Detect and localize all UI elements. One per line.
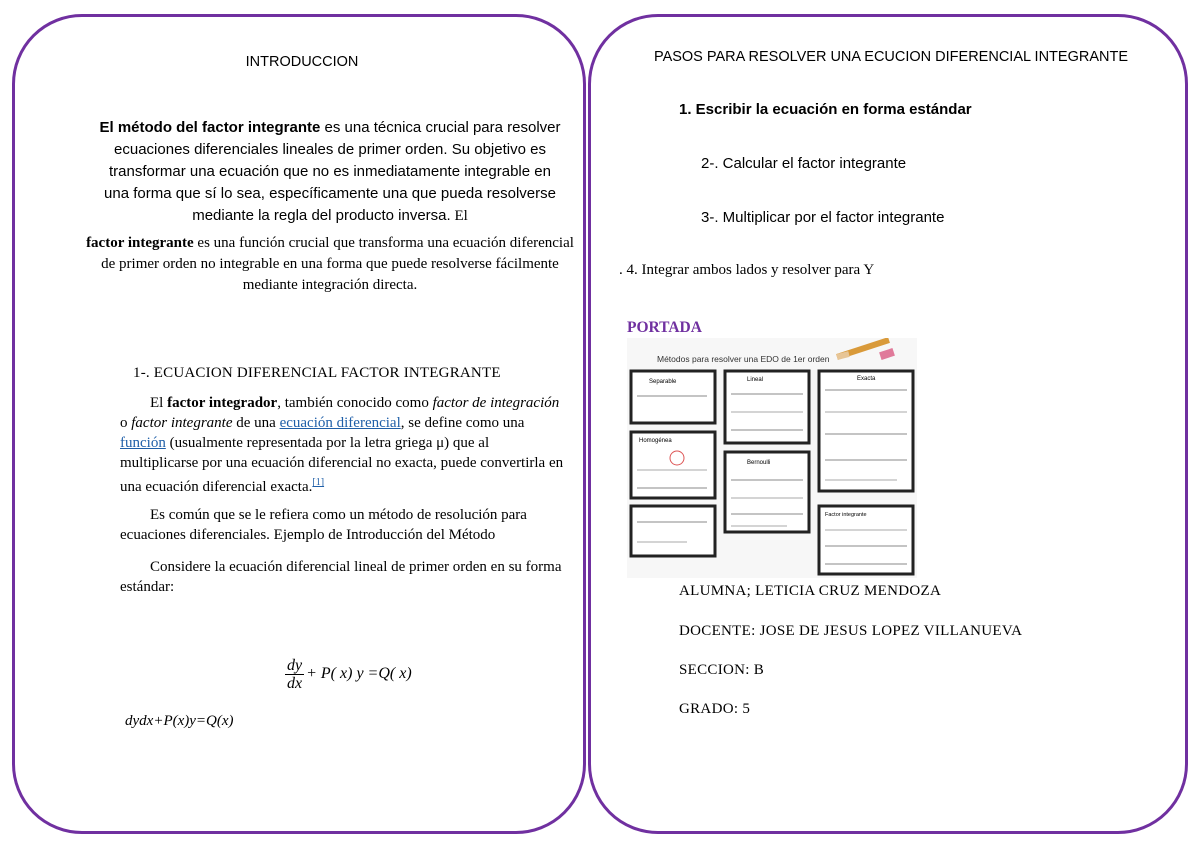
box-label: Separable xyxy=(649,379,677,385)
intro-tail: El xyxy=(450,208,468,224)
reference-link[interactable]: [1] xyxy=(312,477,325,488)
box-label: Homogénea xyxy=(639,438,672,444)
right-panel xyxy=(588,14,1188,834)
intro-bold: El método del factor integrante xyxy=(99,119,321,136)
box-separable xyxy=(631,371,715,423)
step-2: 2-. Calcular el factor integrante xyxy=(701,155,907,172)
def-bold: factor integrador xyxy=(167,395,278,411)
common-paragraph: Es común que se le refiera como un método de resolución para ecuaciones diferenciales. Ejemplo de Introducción del Método xyxy=(120,507,527,543)
box-homogenea xyxy=(631,432,715,498)
link-ecuacion-diferencial[interactable]: ecuación diferencial xyxy=(279,415,401,431)
step-3: 3-. Multiplicar por el factor integrante xyxy=(701,209,945,226)
portada-label: PORTADA xyxy=(627,319,702,336)
step-4: . 4. Integrar ambos lados y resolver para Y xyxy=(619,262,875,278)
factor-integrante-paragraph xyxy=(85,233,575,296)
box-exacta xyxy=(819,371,913,491)
def-text: de una xyxy=(232,415,280,431)
box-factor-integrante xyxy=(819,506,913,574)
fi-text: es una función crucial que transforma una ecuación diferencial de primer orden no integrable en una forma que puede resolverse fácilmente mediante integración directa. xyxy=(101,235,574,293)
eq-numerator: dy xyxy=(287,657,303,674)
box-lineal xyxy=(725,371,809,443)
fi-bold: factor integrante xyxy=(86,235,194,251)
intro-paragraph xyxy=(95,117,565,227)
intro-text: es una técnica crucial para resolver ecuaciones diferenciales lineales de primer orden. Su objetivo es transformar una ecuación que no es inmediatamente integrable en una forma que sí lo sea, específicamente una que pueda resolverse mediante la regla del producto inversa. xyxy=(104,119,561,224)
box-separable-2 xyxy=(631,506,715,556)
box-label: Lineal xyxy=(747,377,764,383)
equation xyxy=(285,657,412,692)
equation-inline: dydx+P(x)y=Q(x) xyxy=(125,713,234,729)
consider-paragraph: Considere la ecuación diferencial lineal de primer orden en su forma estándar: xyxy=(120,559,562,595)
methods-diagram xyxy=(627,338,917,578)
box-label: Bernoulli xyxy=(747,460,771,466)
def-text: El xyxy=(150,395,168,411)
seccion-line: SECCION: B xyxy=(679,662,765,678)
fraction xyxy=(285,657,304,692)
box-label: Exacta xyxy=(857,376,876,382)
alumna-line: ALUMNA; LETICIA CRUZ MENDOZA xyxy=(679,583,942,599)
def-text: , también conocido como xyxy=(277,395,433,411)
methods-figure xyxy=(627,338,917,578)
intro-title: INTRODUCCION xyxy=(245,54,359,70)
def-italic: factor de integración xyxy=(432,395,560,411)
def-text: (usualmente representada por la letra griega μ) que al multiplicarse por una ecuación diferencial no exacta, puede convertirla en una ecuación diferencial exacta. xyxy=(120,435,564,495)
def-text: , se define como una xyxy=(400,415,525,431)
eq-rest: + P( x) y =Q( x) xyxy=(306,665,412,683)
eq-denominator: dx xyxy=(287,675,303,692)
steps-title: PASOS PARA RESOLVER UNA ECUCION DIFERENCIAL INTEGRANTE xyxy=(653,49,1129,65)
def-text: o xyxy=(120,415,132,431)
docente-line: DOCENTE: JOSE DE JESUS LOPEZ VILLANUEVA xyxy=(679,623,1023,639)
link-funcion[interactable]: función xyxy=(120,435,166,451)
left-panel xyxy=(12,14,586,834)
grado-line: GRADO: 5 xyxy=(679,701,751,717)
section-title: 1-. ECUACION DIFERENCIAL FACTOR INTEGRANTE xyxy=(133,365,501,381)
box-bernoulli xyxy=(725,452,809,532)
box-label: Factor integrante xyxy=(825,512,867,518)
step-1: 1. Escribir la ecuación en forma estándar xyxy=(679,101,972,118)
figure-title: Métodos para resolver una EDO de 1er orden xyxy=(657,354,830,364)
definition-paragraph xyxy=(120,393,570,497)
def-italic: factor integrante xyxy=(131,415,233,431)
